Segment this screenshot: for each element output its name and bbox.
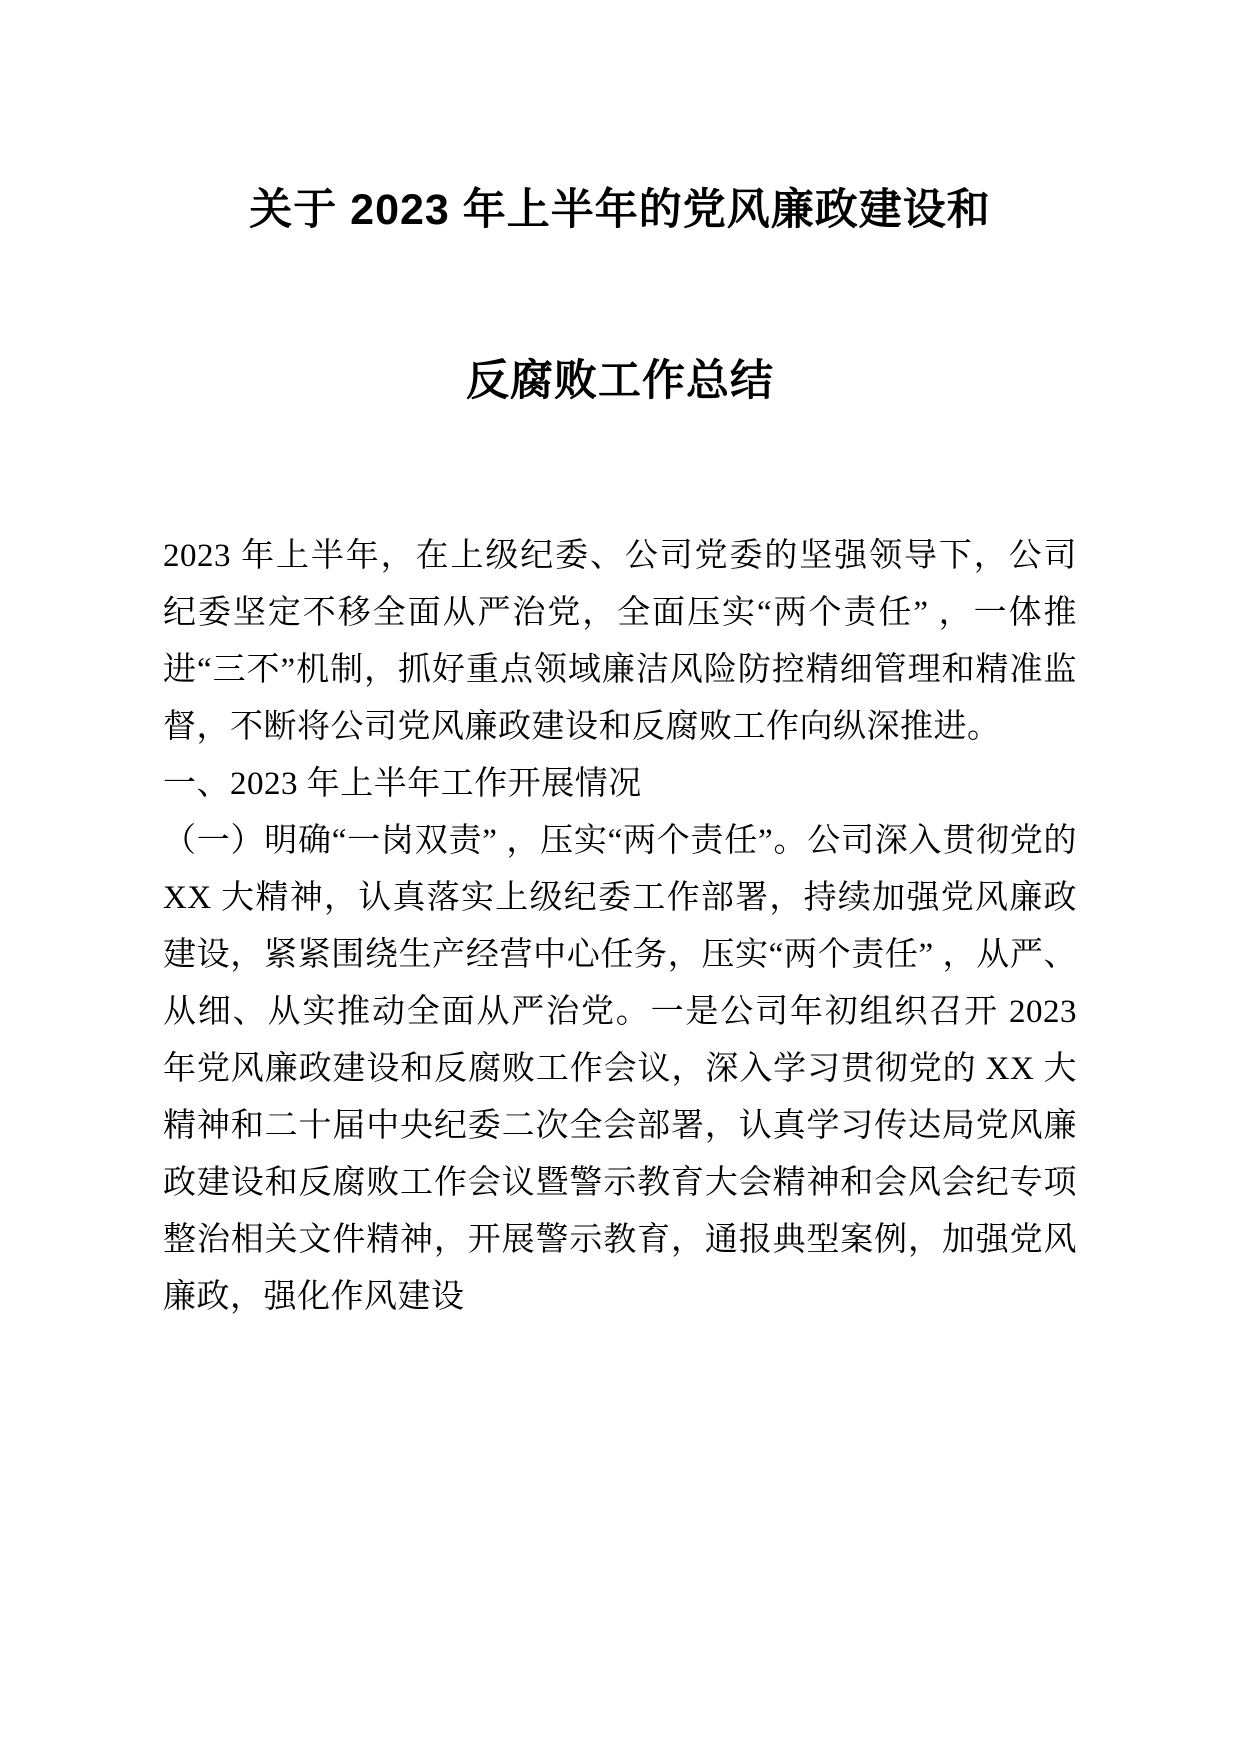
document-title-line-2: 反腐败工作总结 [466, 357, 774, 406]
section-heading-1: 一、2023 年上半年工作开展情况 [163, 765, 642, 802]
paragraph-intro: 2023 年上半年，在上级纪委、公司党委的坚强领导下，公司纪委坚定不移全面从严治党，全面压实“两个责任” ，一体推进“三不”机制，抓好重点领域廉洁风险防控精细管理和精准监督，不断将公司党风廉政建设和反腐败工作向纵深推进。 [163, 537, 1077, 745]
document-title-line-1: 关于 2023 年上半年的党风廉政建设和 [249, 186, 991, 234]
paragraph-section-1-1: （一）明确“一岗双责” ，压实“两个责任”。公司深入贯彻党的 XX 大精神，认真落实上级纪委工作部署，持续加强党风廉政建设，紧紧围绕生产经营中心任务，压实“两个责任” ，从严、从细、从实推动全面从严治党。一是公司年初组织召开 2023 年党风廉政建设和反腐败工作会议，深入学习贯彻党的 XX 大精神和二十届中央纪委二次全会部署，认真学习传达局党风廉政建设和反腐败工作会议暨警示教育大会精神和会风会纪专项整治相关文件精神，开展警示教育，通报典型案例，加强党风廉政，强化作风建设 [163, 822, 1077, 1315]
document-body [163, 528, 1077, 1326]
